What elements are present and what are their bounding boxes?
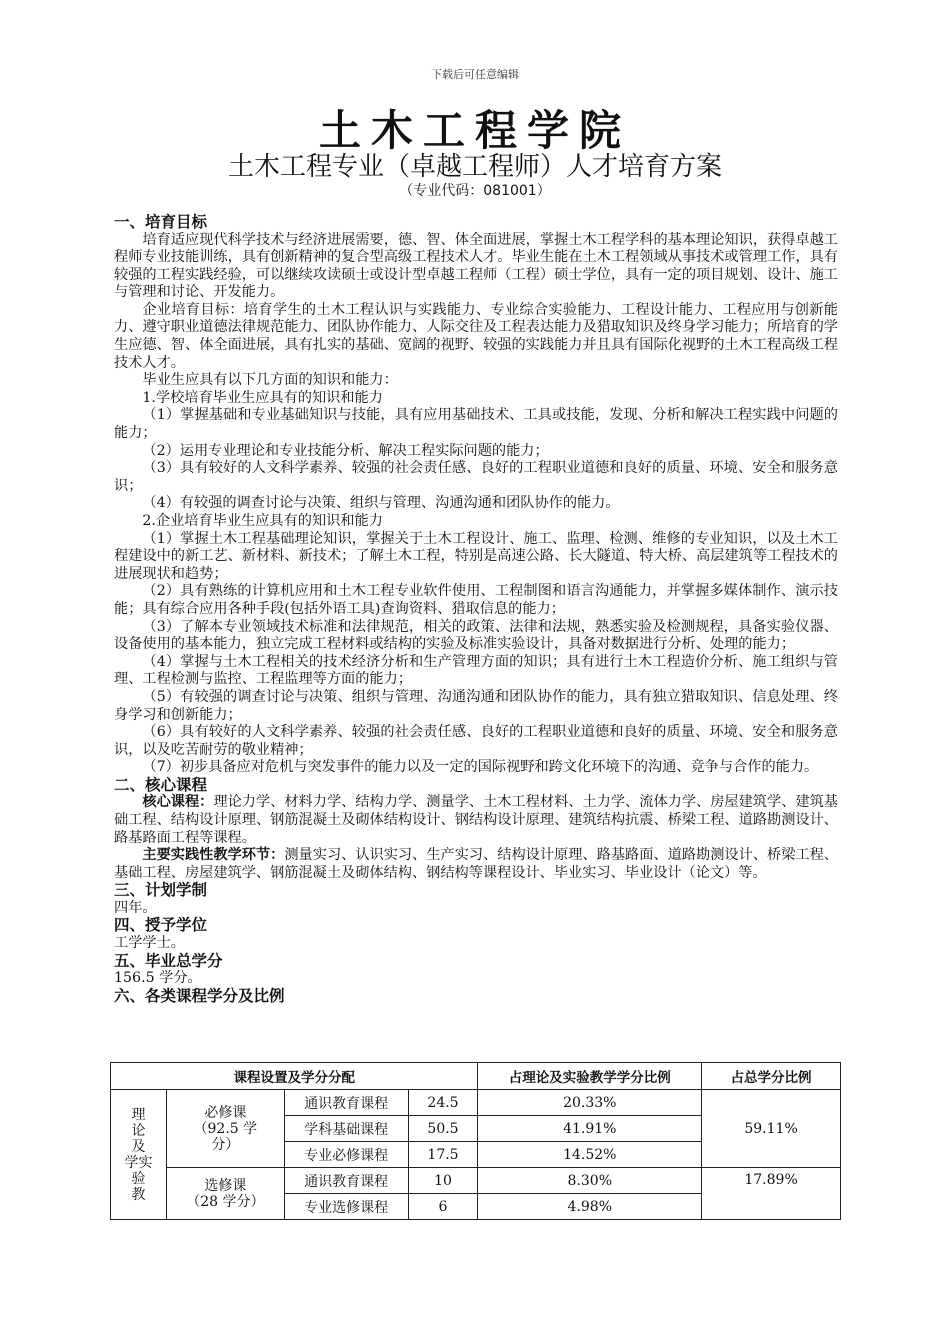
- core-courses-label: 核心课程：: [142, 794, 214, 811]
- table-header: 占理论及实验教学学分比例: [478, 1063, 702, 1090]
- credits-cell: 10: [408, 1168, 478, 1194]
- core-courses-text: 理论力学、材料力学、结构力学、测量学、土木工程材料、土力学、流体力学、房屋建筑学、建筑基础工程、结构设计原理、钢筋混凝土及砌体结构设计、钢结构设计原理、建筑结构抗震、桥梁工程、道路勘测设计、路基路面工程等课程。: [114, 794, 838, 846]
- elective-label-cell: 选修课 （28 学分）: [166, 1168, 284, 1220]
- ratio-cell: 41.91%: [478, 1116, 702, 1142]
- section-heading-credit-ratio: 六、各类课程学分及比例: [114, 986, 285, 1005]
- list-item: （2）具有熟练的计算机应用和土木工程专业软件使用、工程制图和语言沟通能力，并掌握多媒体制作、演示技能；具有综合应用各种手段(包括外语工具)查询资料、猎取信息的能力；: [114, 583, 838, 617]
- list-item: （3）具有较好的人文科学素养、较强的社会责任感、良好的工程职业道德和良好的质量、环境、安全和服务意识；: [114, 460, 838, 494]
- elective-total-cell: 17.89%: [702, 1168, 841, 1220]
- section-heading-duration: 三、计划学制: [114, 881, 208, 900]
- list-item: （7）初步具备应对危机与突发事件的能力以及一定的国际视野和跨文化环境下的沟通、竞争与合作的能力。: [142, 759, 819, 776]
- list-item: （1）掌握基础和专业基础知识与技能，具有应用基础技术、工具或技能，发现、分析和解决工程实践中问题的能力；: [114, 407, 838, 442]
- practice-label: 主要实践性教学环节：: [142, 847, 285, 864]
- credits-cell: 6: [408, 1194, 478, 1220]
- table-row: [111, 1168, 841, 1194]
- list-item: （4）掌握与土木工程相关的技术经济分析和生产管理方面的知识；具有进行土木工程造价分析、施工组织与管理、工程检测与监控、工程监理等方面的能力；: [114, 653, 838, 688]
- company-abilities-title: 2.企业培育毕业生应具有的知识和能力: [142, 513, 383, 529]
- table-row: [111, 1090, 841, 1116]
- required-label-cell: 必修课 （92.5 学 分）: [166, 1090, 284, 1168]
- company-goals-paragraph: 企业培育目标：培育学生的土木工程认识与实践能力、专业综合实验能力、工程设计能力、工程应用与创新能力、遵守职业道德法律规范能力、团队协作能力、人际交往及工程表达能力及猎取知识及终身学习能力；所培育的学生应德、智、体全面进展，具有扎实的基础、宽阔的视野、较强的实践能力并且具有国际化视野的土木工程高级工程技术人才。: [114, 301, 838, 371]
- goals-paragraph: 培育适应现代科学技术与经济进展需要，德、智、体全面进展，掌握土木工程学科的基本理论知识，获得卓越工程师专业技能训练，具有创新精神的复合型高级工程技术人才。毕业生能在土木工程领域从事技术或管理工作，具有较强的工程实践经验，可以继续攻读硕士或设计型卓越工程师（工程）硕士学位，具有一定的项目规划、设计、施工与管理和讨论、开发能力。: [114, 231, 838, 301]
- ratio-cell: 14.52%: [478, 1142, 702, 1168]
- list-item: （5）有较强的调查讨论与决策、组织与管理、沟通沟通和团队协作的能力，具有独立猎取知识、信息处理、终身学习和创新能力；: [114, 688, 838, 723]
- credits-cell: 50.5: [408, 1116, 478, 1142]
- ratio-cell: 8.30%: [478, 1168, 702, 1194]
- course-name-cell: 专业选修课程: [284, 1194, 408, 1220]
- section-heading-total-credits: 五、毕业总学分: [114, 951, 223, 970]
- table-header-row: [111, 1063, 841, 1090]
- section-heading-core-courses: 二、核心课程: [114, 775, 208, 794]
- credits-cell: 24.5: [408, 1090, 478, 1116]
- course-name-cell: 专业必修课程: [284, 1142, 408, 1168]
- ratio-cell: 20.33%: [478, 1090, 702, 1116]
- table-header: 课程设置及学分分配: [111, 1063, 478, 1090]
- list-item: （3）了解本专业领域技术标准和法律规范，相关的政策、法律和法规，熟悉实验及检测规程，具备实验仪器、设备使用的基本能力，独立完成工程材料或结构的实验及标准实验设计，具备对数据进行分析、处理的能力；: [114, 618, 838, 653]
- program-title: 土木工程专业（卓越工程师）人才培育方案: [227, 152, 722, 182]
- list-item: （2）运用专业理论和专业技能分析、解决工程实际问题的能力；: [142, 442, 549, 459]
- school-abilities-title: 1.学校培育毕业生应具有的知识和能力: [142, 389, 383, 406]
- list-item: （4）有较强的调查讨论与决策、组织与管理、沟通沟通和团队协作的能力。: [142, 495, 620, 512]
- table-header: 占总学分比例: [702, 1063, 841, 1090]
- duration-text: 四年。: [114, 899, 157, 916]
- program-code: （专业代码：081001）: [399, 183, 551, 199]
- credits-cell: 17.5: [408, 1142, 478, 1168]
- header-note: 下载后可任意编辑: [431, 68, 519, 81]
- course-name-cell: 通识教育课程: [284, 1168, 408, 1194]
- group-label-cell: 理 论 及 学实 验 教: [111, 1090, 167, 1220]
- ratio-cell: 4.98%: [478, 1194, 702, 1220]
- list-item: （6）具有较好的人文科学素养、较强的社会责任感、良好的工程职业道德和良好的质量、环境、安全和服务意识，以及吃苦耐劳的敬业精神；: [114, 724, 838, 758]
- document-body: [114, 214, 838, 1005]
- required-total-cell: 59.11%: [702, 1090, 841, 1168]
- section-heading-goals: 一、培育目标: [114, 213, 208, 231]
- total-credits-text: 156.5 学分。: [114, 970, 202, 987]
- core-courses-paragraph: [114, 794, 838, 847]
- practice-text: 测量实习、认识实习、生产实习、结构设计原理、路基路面、道路勘测设计、桥梁工程、基础工程、房屋建筑学、钢筋混凝土及砌体结构、钢结构等课程设计、毕业实习、毕业设计（论文）等。: [114, 847, 838, 881]
- degree-text: 工学学士。: [114, 934, 185, 951]
- course-name-cell: 学科基础课程: [284, 1116, 408, 1142]
- abilities-intro: 毕业生应具有以下几方面的知识和能力：: [142, 372, 398, 389]
- practice-paragraph: [114, 847, 838, 882]
- list-item: （1）掌握土木工程基础理论知识，掌握关于土木工程设计、施工、监理、检测、维修的专业知识，以及土木工程建设中的新工艺、新材料、新技术；了解土木工程，特别是高速公路、长大隧道、特大桥、高层建筑等工程技术的进展现状和趋势；: [114, 530, 838, 582]
- school-title: 土木工程学院: [318, 106, 631, 155]
- section-heading-degree: 四、授予学位: [114, 916, 208, 935]
- credits-table: [110, 1062, 841, 1220]
- course-name-cell: 通识教育课程: [284, 1090, 408, 1116]
